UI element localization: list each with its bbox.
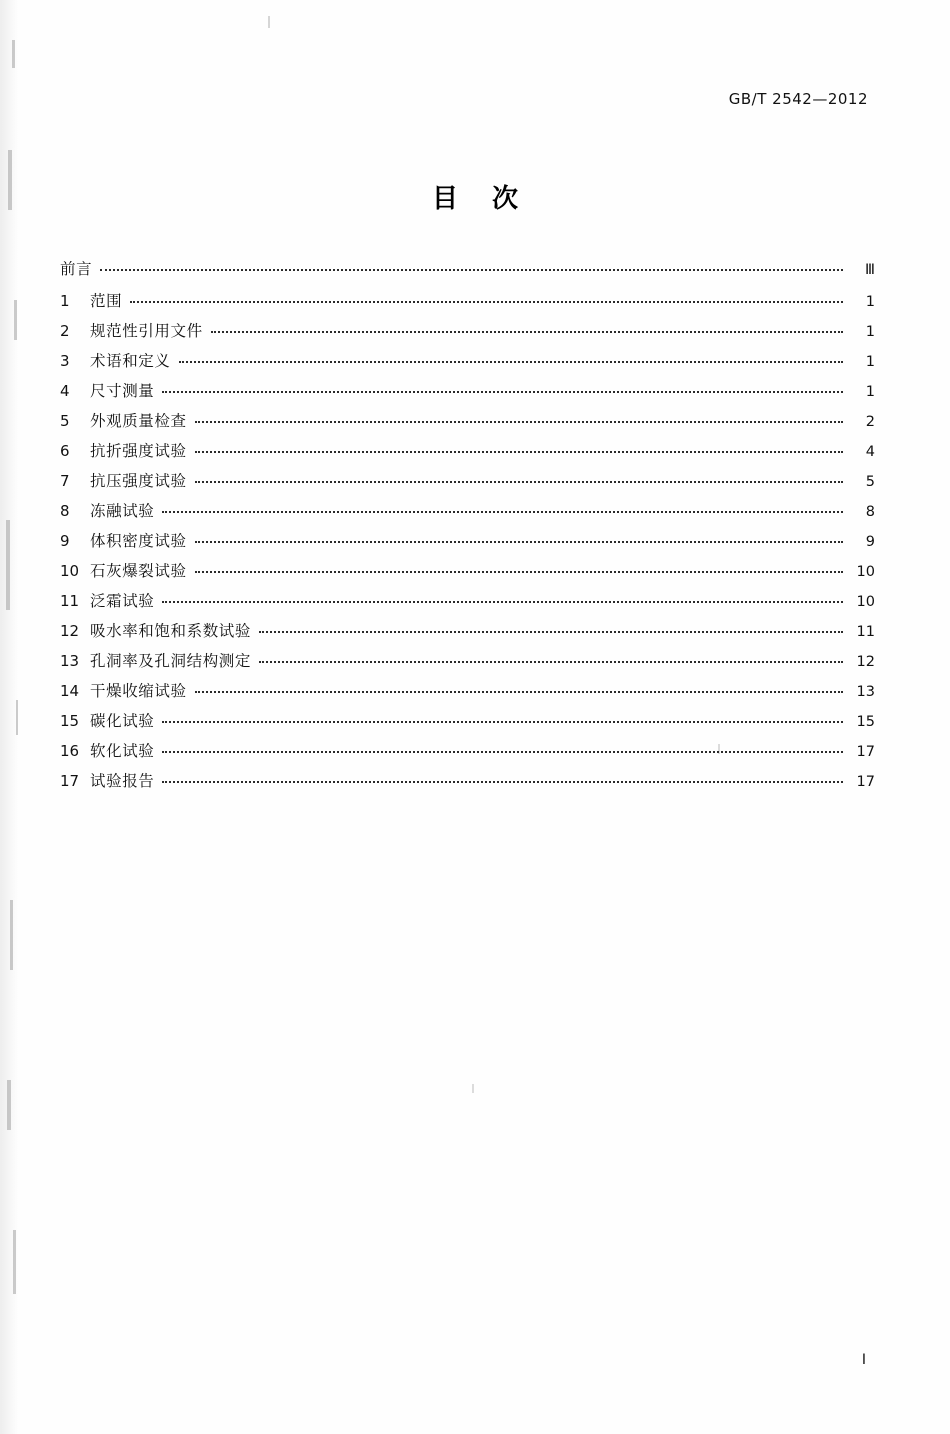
toc-entry-label: 碳化试验	[90, 711, 155, 730]
toc-leader-dots	[179, 360, 843, 363]
page-title: 目次	[431, 184, 552, 214]
toc-entry-number: 17	[60, 771, 80, 790]
toc-entry-page: 15	[856, 713, 875, 730]
toc-entry-number: 2	[60, 321, 70, 340]
toc-leader-dots	[195, 480, 843, 483]
toc-leader-dots	[211, 330, 843, 333]
toc-leader-dots	[195, 540, 843, 543]
toc-entry-number: 15	[60, 711, 80, 730]
toc-entry-page: 2	[865, 413, 875, 430]
toc-entry-label: 抗折强度试验	[90, 441, 187, 460]
toc-leader-dots	[259, 630, 843, 633]
toc-entry-page: 17	[856, 743, 875, 760]
toc-entry-page: 10	[856, 563, 875, 580]
toc-entry-number: 10	[60, 561, 80, 580]
toc-entry-label: 冻融试验	[90, 501, 155, 520]
toc-entry-4[interactable]	[60, 381, 875, 400]
toc-entry-label: 泛霜试验	[90, 591, 155, 610]
toc-entry-page: 1	[865, 383, 875, 400]
toc-leader-dots	[195, 570, 843, 573]
toc-entry-3[interactable]	[60, 351, 875, 370]
toc-entry-page: 13	[856, 683, 875, 700]
toc-entry-label: 尺寸测量	[90, 381, 155, 400]
toc-entry-page: 9	[865, 533, 875, 550]
toc-leader-dots	[195, 420, 843, 423]
toc-leader-dots	[195, 690, 843, 693]
toc-entry-page: 1	[865, 353, 875, 370]
toc-leader-dots	[162, 510, 843, 513]
toc-entry-16[interactable]	[60, 741, 875, 760]
toc-entry-page: 1	[865, 293, 875, 310]
scan-speck	[16, 700, 18, 735]
toc-entry-label: 石灰爆裂试验	[90, 561, 187, 580]
toc-entry-number: 14	[60, 681, 80, 700]
toc-leader-dots	[162, 780, 843, 783]
toc-entry-label: 体积密度试验	[90, 531, 187, 550]
toc-entry-number: 16	[60, 741, 80, 760]
toc-entry-number: 13	[60, 651, 80, 670]
toc-entry-label: 吸水率和饱和系数试验	[90, 621, 252, 640]
scan-speck	[13, 1230, 16, 1294]
toc-entry-label: 规范性引用文件	[90, 321, 203, 340]
toc-entry-number: 6	[60, 441, 70, 460]
toc-entry-page: 1	[865, 323, 875, 340]
toc-entry-13[interactable]	[60, 651, 875, 670]
toc-entry-number: 8	[60, 501, 70, 520]
scan-speck	[268, 16, 270, 28]
toc-entry-label: 抗压强度试验	[90, 471, 187, 490]
toc-leader-dots	[162, 390, 843, 393]
toc-entry-10[interactable]	[60, 561, 875, 580]
toc-leader-dots	[100, 268, 843, 271]
toc-entry-page: 17	[856, 773, 875, 790]
toc-entry-number: 4	[60, 381, 70, 400]
scan-speck	[7, 1080, 11, 1130]
toc-entry-label: 干燥收缩试验	[90, 681, 187, 700]
toc-leader-dots	[259, 660, 843, 663]
scan-speck	[472, 1084, 474, 1093]
scan-speck	[12, 40, 15, 68]
toc-entry-14[interactable]	[60, 681, 875, 700]
toc-entry-9[interactable]	[60, 531, 875, 550]
toc-entry-label: 试验报告	[90, 771, 155, 790]
toc-entry-6[interactable]	[60, 441, 875, 460]
toc-entry-page: 5	[865, 473, 875, 490]
toc-entry-number: 9	[60, 531, 70, 550]
toc-entry-number: 3	[60, 351, 70, 370]
scan-speck	[14, 300, 17, 340]
toc-entry-page: 10	[856, 593, 875, 610]
scan-speck	[10, 900, 13, 970]
toc-entry-1[interactable]	[60, 291, 875, 310]
toc-leader-dots	[162, 750, 843, 753]
toc-entry-label: 范围	[90, 291, 123, 310]
toc-entry-page: 11	[856, 623, 875, 640]
scan-speck	[6, 520, 10, 610]
toc-entry-page: 4	[865, 443, 875, 460]
toc-leader-dots	[130, 300, 843, 303]
toc-entry-number: 11	[60, 591, 80, 610]
toc-entry-12[interactable]	[60, 621, 875, 640]
toc-entry-preface[interactable]	[60, 262, 875, 278]
toc-leader-dots	[195, 450, 843, 453]
toc-entry-number: 7	[60, 471, 70, 490]
toc-entry-label: 软化试验	[90, 741, 155, 760]
toc-entry-label: 外观质量检查	[90, 411, 187, 430]
toc-entry-page: 8	[865, 503, 875, 520]
table-of-contents	[60, 262, 875, 804]
toc-entry-2[interactable]	[60, 321, 875, 340]
toc-leader-dots	[162, 720, 843, 723]
toc-leader-dots	[162, 600, 843, 603]
toc-entry-11[interactable]	[60, 591, 875, 610]
toc-entry-label: 术语和定义	[90, 351, 171, 370]
toc-entry-17[interactable]	[60, 771, 875, 790]
toc-entry-8[interactable]	[60, 501, 875, 520]
standard-code-header: GB/T 2542—2012	[728, 90, 868, 108]
toc-entry-5[interactable]	[60, 411, 875, 430]
toc-entry-label: 前言	[60, 260, 93, 278]
toc-entry-number: 5	[60, 411, 70, 430]
page-number-footer: I	[861, 1352, 866, 1368]
toc-entry-page: Ⅲ	[865, 262, 875, 278]
toc-entry-page: 12	[856, 653, 875, 670]
toc-entry-15[interactable]	[60, 711, 875, 730]
toc-entry-number: 1	[60, 291, 70, 310]
scan-edge-artifact	[0, 0, 26, 1434]
toc-entry-number: 12	[60, 621, 80, 640]
toc-entry-7[interactable]	[60, 471, 875, 490]
toc-entry-label: 孔洞率及孔洞结构测定	[90, 651, 252, 670]
